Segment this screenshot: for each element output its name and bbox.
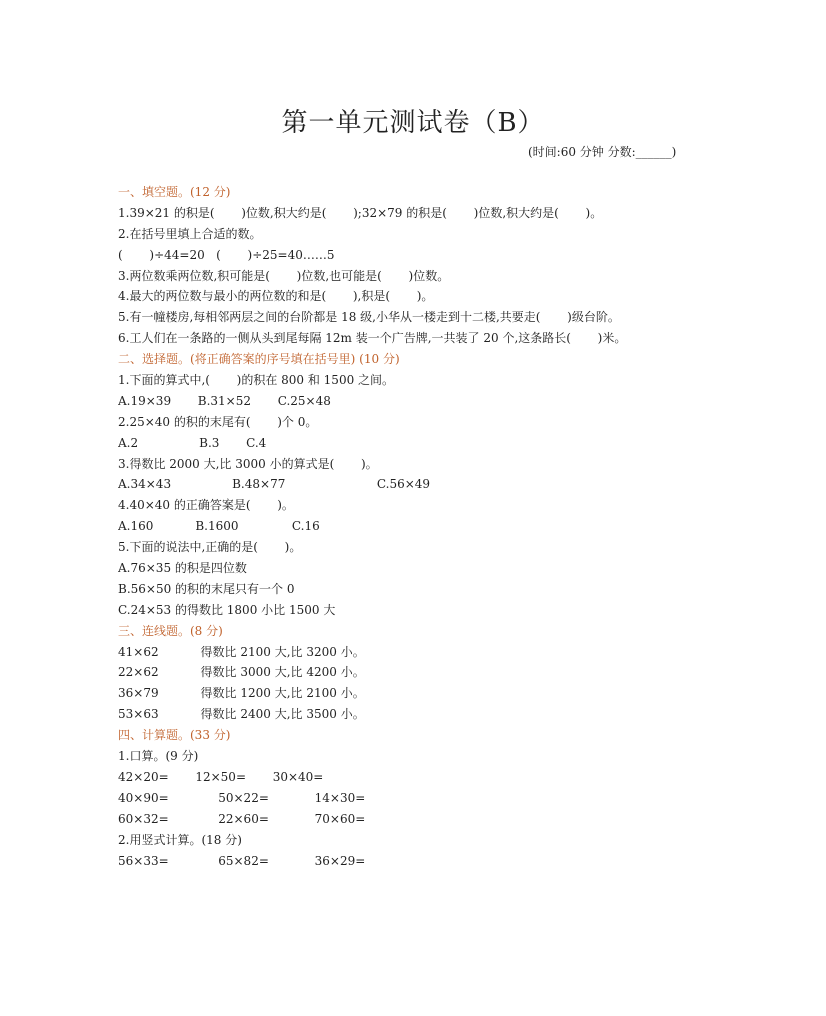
question-line: A.2 B.3 C.4: [118, 435, 267, 450]
section-heading: 四、计算题。(33 分): [118, 728, 231, 743]
question-line: 2.25×40 的积的末尾有( )个 0。: [118, 414, 318, 429]
question-line: A.76×35 的积是四位数: [118, 561, 247, 576]
question-line: 4.最大的两位数与最小的两位数的和是( ),积是( )。: [118, 289, 434, 304]
question-line: 1.口算。(9 分): [118, 749, 199, 764]
question-line: 3.得数比 2000 大,比 3000 小的算式是( )。: [118, 456, 378, 471]
question-line: 42×20= 12×50= 30×40=: [118, 769, 324, 784]
section-heading: 一、填空题。(12 分): [118, 185, 231, 199]
question-line: 3.两位数乘两位数,积可能是( )位数,也可能是( )位数。: [118, 268, 450, 283]
question-line: 2.在括号里填上合适的数。: [118, 226, 262, 241]
question-line: 22×62 得数比 3000 大,比 4200 小。: [118, 665, 365, 680]
question-line: 2.用竖式计算。(18 分): [118, 832, 242, 847]
question-line: 6.工人们在一条路的一侧从头到尾每隔 12m 装一个广告牌,一共装了 20 个,这条路长( )米。: [118, 331, 627, 346]
question-line: 4.40×40 的正确答案是( )。: [118, 498, 294, 513]
question-line: 36×79 得数比 1200 大,比 2100 小。: [118, 686, 365, 701]
question-line: 41×62 得数比 2100 大,比 3200 小。: [118, 644, 365, 659]
question-line: 5.有一幢楼房,每相邻两层之间的台阶都是 18 级,小华从一楼走到十二楼,共要走( )级台阶。: [118, 310, 620, 325]
question-line: 1.39×21 的积是( )位数,积大约是( );32×79 的积是( )位数,积大约是( )。: [118, 205, 603, 220]
question-line: 56×33= 65×82= 36×29=: [118, 853, 366, 868]
question-line: 53×63 得数比 2400 大,比 3500 小。: [118, 707, 365, 722]
section-heading: 二、选择题。(将正确答案的序号填在括号里) (10 分): [118, 352, 400, 367]
worksheet-content: [118, 182, 718, 871]
time-score-info: (时间:60 分钟 分数:______): [528, 145, 677, 159]
question-line: 60×32= 22×60= 70×60=: [118, 811, 366, 826]
section-heading: 三、连线题。(8 分): [118, 623, 223, 638]
question-line: ( )÷44=20 ( )÷25=40……5: [118, 247, 335, 262]
question-line: 1.下面的算式中,( )的积在 800 和 1500 之间。: [118, 373, 395, 388]
question-line: B.56×50 的积的末尾只有一个 0: [118, 581, 295, 596]
question-line: 40×90= 50×22= 14×30=: [118, 790, 366, 805]
question-line: A.34×43 B.48×77 C.56×49: [118, 477, 431, 492]
page-title: 第一单元测试卷（B）: [281, 108, 545, 138]
question-line: 5.下面的说法中,正确的是( )。: [118, 540, 302, 555]
question-line: C.24×53 的得数比 1800 小比 1500 大: [118, 602, 336, 617]
question-line: A.160 B.1600 C.16: [118, 519, 320, 534]
question-line: A.19×39 B.31×52 C.25×48: [118, 393, 331, 408]
